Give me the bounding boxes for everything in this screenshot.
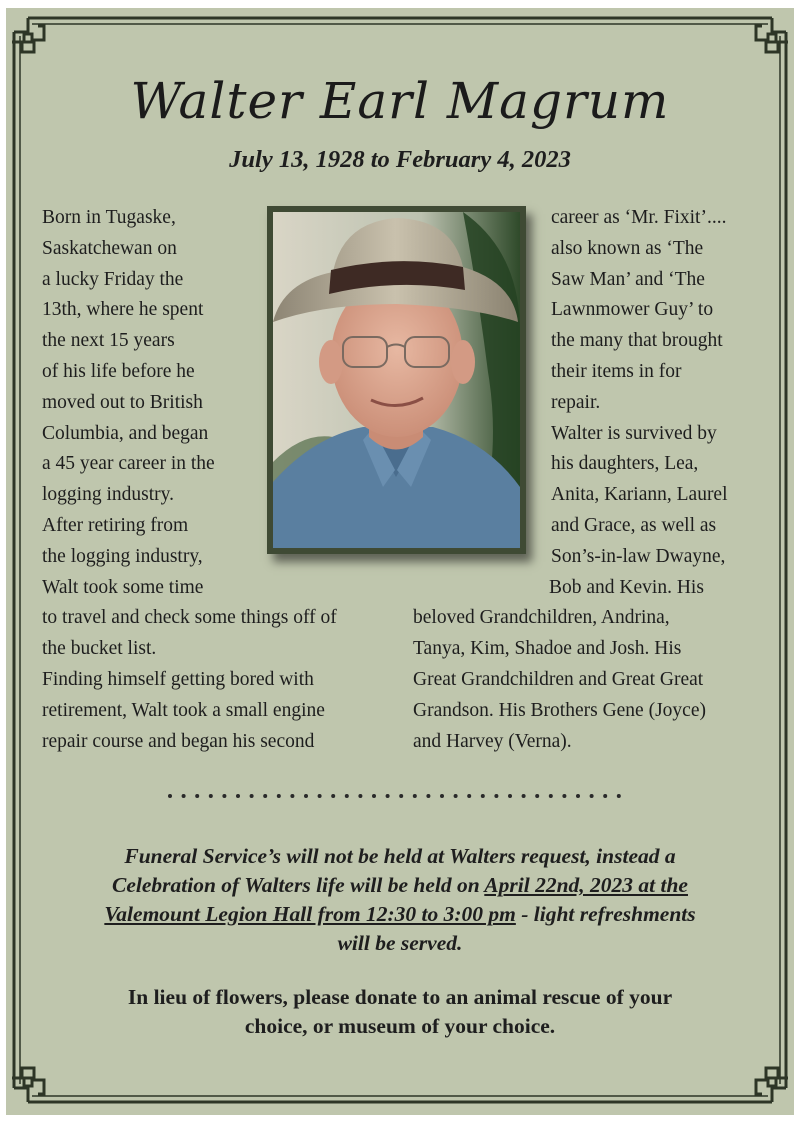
left_column-line: the bucket list. [42, 638, 157, 660]
right_column-line: also known as ‘The [551, 237, 704, 259]
portrait-photo-icon [273, 212, 520, 548]
left_column-line: the logging industry, [42, 545, 203, 567]
deceased-name: Walter Earl Magrum [130, 72, 670, 130]
right_column-line: and Harvey (Verna). [413, 730, 572, 752]
left_column-line: a 45 year career in the [42, 453, 215, 475]
left_column-line: to travel and check some things off of [42, 607, 337, 629]
right_column-line: Walter is survived by [551, 422, 717, 444]
left_column-line: repair course and began his second [42, 730, 315, 752]
lieu-line-2: choice, or museum of your choice. [244, 1014, 556, 1038]
service-line-4: will be served. [337, 931, 463, 955]
service-venue-underlined: Valemount Legion Hall from 12:30 to 3:00 pm [104, 902, 516, 926]
service-date-underlined: April 22nd, 2023 at the [484, 873, 688, 897]
service-line-3-text: - light refreshments [515, 902, 696, 926]
right_column-line: beloved Grandchildren, Andrina, [413, 607, 670, 629]
left_column-line: of his life before he [42, 361, 195, 382]
service-line-2 [0, 871, 800, 900]
right_column-line: and Grace, as well as [551, 515, 717, 536]
left_column-line: retirement, Walt took a small engine [42, 699, 325, 721]
left_column-line: Columbia, and began [42, 422, 209, 444]
left_column-line: the next 15 years [42, 330, 175, 352]
right_column-line: Son’s-in-law Dwayne, [551, 545, 726, 567]
dotted-divider [167, 788, 627, 802]
left_column-line: Born in Tugaske, [42, 207, 176, 228]
left_column-line: Walt took some time [42, 576, 204, 598]
right_column-line: Bob and Kevin. His [549, 576, 704, 598]
right_column-line: their items in for [551, 361, 682, 382]
right_column-line: Saw Man’ and ‘The [551, 268, 705, 290]
right_column-line: repair. [551, 391, 601, 413]
left_column-line: a lucky Friday the [42, 268, 184, 290]
right_column-line: Anita, Kariann, Laurel [551, 484, 728, 506]
life-dates: July 13, 1928 to February 4, 2023 [229, 146, 571, 173]
left_column-line: logging industry. [42, 484, 174, 506]
right_column-line: Grandson. His Brothers Gene (Joyce) [413, 699, 706, 721]
photo-frame [267, 206, 526, 554]
service-line-1: Funeral Service’s will not be held at Walters request, instead a [124, 844, 676, 868]
right_column-line: Great Grandchildren and Great Great [413, 669, 704, 690]
service-line-2-text: Celebration of Walters life will be held on [112, 873, 485, 897]
right_column-line: Lawnmower Guy’ to [551, 299, 714, 321]
left_column-line: moved out to British [42, 391, 203, 413]
service-line-3 [0, 900, 800, 929]
left_column-line: 13th, where he spent [42, 299, 204, 321]
right_column-line: the many that brought [551, 330, 723, 352]
lieu-line-1: In lieu of flowers, please donate to an animal rescue of your [127, 985, 673, 1009]
left_column-line: After retiring from [42, 515, 189, 536]
right_column-line: career as ‘Mr. Fixit’.... [551, 207, 727, 228]
portrait-photo [273, 212, 520, 548]
left_column-line: Finding himself getting bored with [42, 669, 314, 690]
left_column-line: Saskatchewan on [42, 237, 177, 259]
right_column-line: his daughters, Lea, [551, 453, 699, 475]
right_column-line: Tanya, Kim, Shadoe and Josh. His [413, 638, 682, 660]
